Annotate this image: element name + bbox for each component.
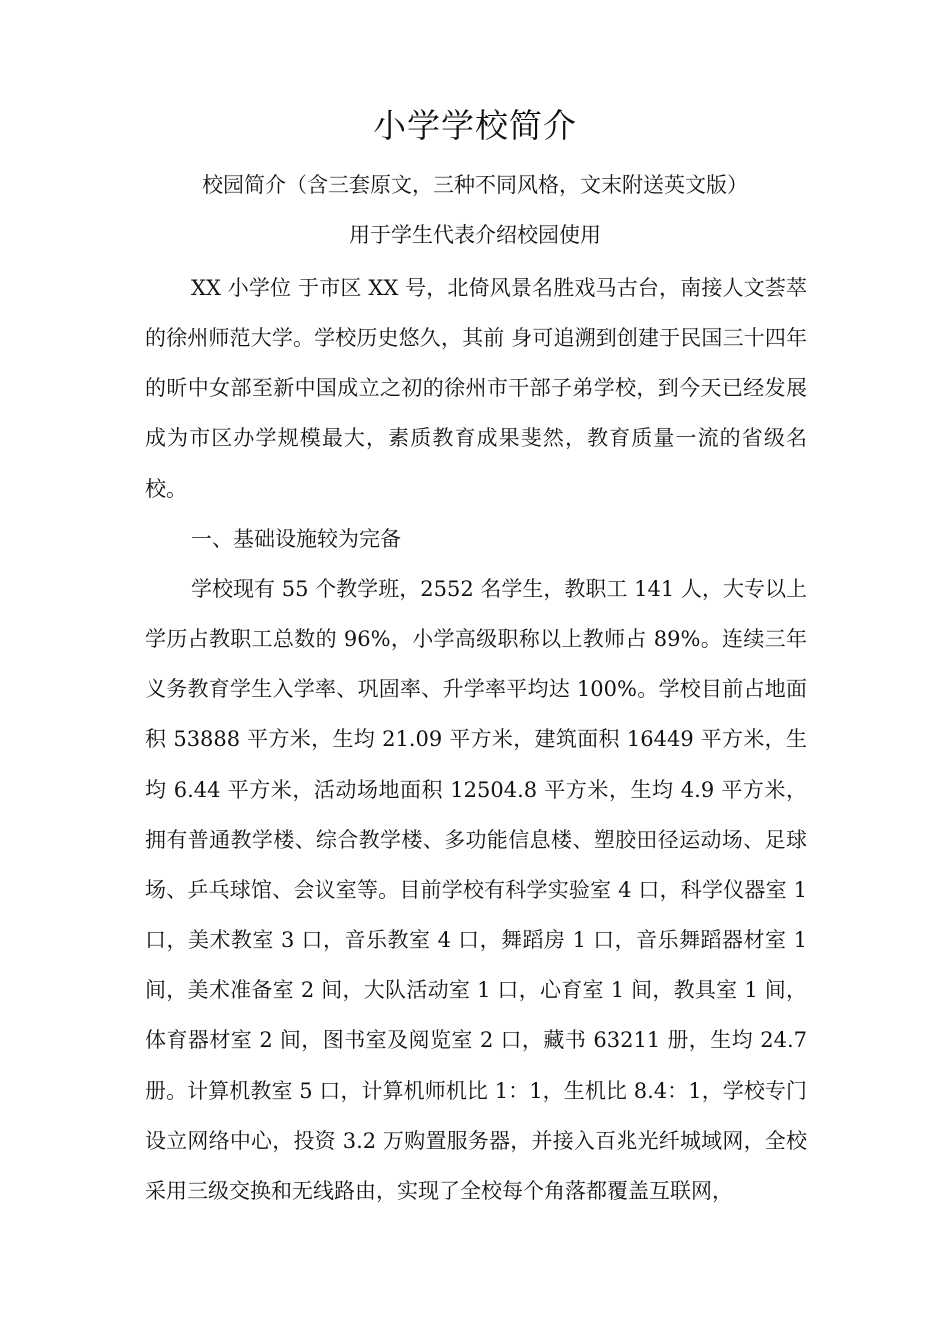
document-subtitle: 校园简介（含三套原文，三种不同风格，文末附送英文版） [202,173,748,197]
document-title: 小学学校简介 [373,106,577,145]
intro-paragraph: XX 小学位 于市区 XX 号，北倚风景名胜戏马古台，南接人文荟萃的徐州师范大学。学校历史悠久，其前 身可追溯到创建于民国三十四年的昕中女部至新中国成立之初的徐州市干部子弟学校，到今天已经发展成为市区办学规模最大，素质教育成果斐然，教育质量一流的省级名校。 [145,276,807,501]
section-paragraph: 学校现有 55 个教学班，2552 名学生，教职工 141 人，大专以上学历占教职工总数的 96%，小学高级职称以上教师占 89%。连续三年义务教育学生入学率、巩固率、升学率平均达 100%。学校目前占地面积 53888 平方米，生均 21.09 平方米，建筑面积 16449 平方米，生均 6.44 平方米，活动场地面积 12504.8 平方米，生均 4.9 平方米，拥有普通教学楼、综合教学楼、多功能信息楼、塑胶田径运动场、足球场、乒乓球馆、会议室等。目前学校有科学实验室 4 口，科学仪器室 1 口，美术教室 3 口，音乐教室 4 口，舞蹈房 1 口，音乐舞蹈器材室 1 间，美术准备室 2 间，大队活动室 1 口，心育室 1 间，教具室 1 间，体育器材室 2 间，图书室及阅览室 2 口，藏书 63211 册，生均 24.7 册。计算机教室 5 口，计算机师机比 1：1，生机比 8.4：1，学校专门设立网络中心，投资 3.2 万购置服务器，并接入百兆光纤城域网，全校采用三级交换和无线路由，实现了全校每个角落都覆盖互联网， [145,576,807,1203]
document-body [145,263,807,1216]
section-heading: 一、基础设施较为完备 [191,526,401,551]
usage-note: 用于学生代表介绍校园使用 [349,223,601,247]
